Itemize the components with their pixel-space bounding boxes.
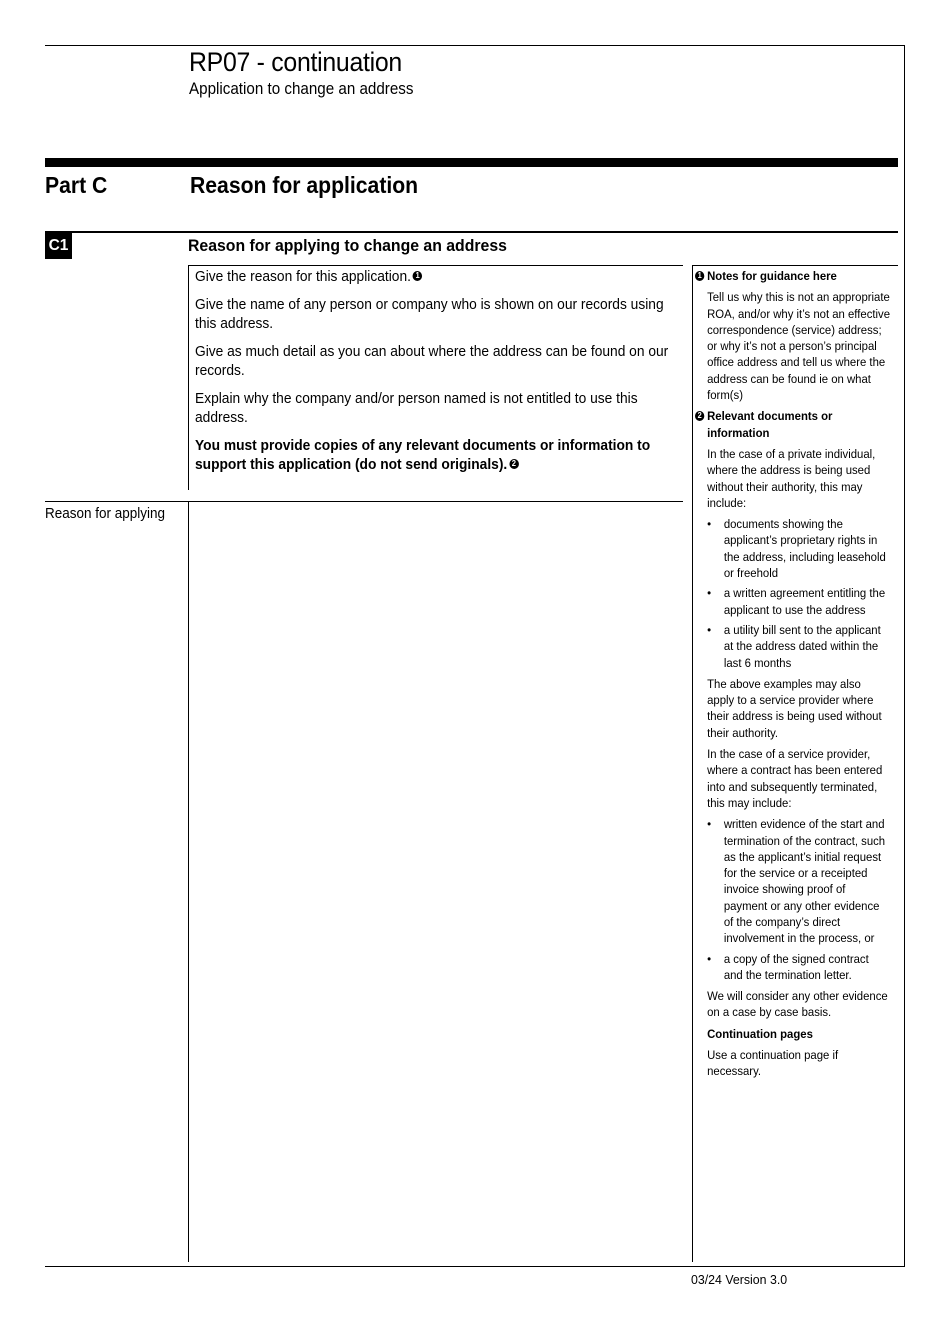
note-2-other-evidence: We will consider any other evidence on a case by case basis.: [707, 989, 888, 1020]
note-1-marker-icon: 1: [695, 271, 704, 281]
note-2-examples: The above examples may also apply to a service provider where their address is being used without their authority.: [707, 676, 882, 740]
note-2-marker-icon: 2: [695, 411, 704, 421]
reason-for-applying-textarea[interactable]: [189, 502, 689, 1260]
reason-field-label: Reason for applying: [45, 506, 165, 522]
notes-left-line: [692, 265, 693, 1262]
section-divider: [45, 231, 898, 233]
list-item: • a utility bill sent to the applicant at the address dated within the last 6 months: [707, 622, 890, 671]
list-item: • a copy of the signed contract and the termination letter.: [707, 951, 890, 984]
version-label: 03/24 Version 3.0: [691, 1272, 788, 1287]
bottom-border-line: [45, 1266, 905, 1267]
notes-top-line: [692, 265, 898, 266]
top-border-line: [45, 45, 905, 46]
list-item: • documents showing the applicant’s proprietary rights in the address, including leasehold or freehold: [707, 516, 890, 581]
instructions-left-line: [188, 265, 189, 490]
list-item: • written evidence of the start and termination of the contract, such as the applicant’s initial request for the service or a receipted invoice showing proof of payment or any other evidence of the company’s direct involvement in the process, or: [707, 816, 890, 946]
instruction-explain: Explain why the company and/or person named is not entitled to use this address.: [195, 391, 638, 426]
note-1-heading: 1 Notes for guidance here: [695, 268, 890, 284]
guidance-notes: [695, 268, 890, 1085]
note-marker-2-icon: 2: [509, 459, 519, 469]
right-border-line: [904, 45, 905, 1267]
note-2-intro: In the case of a private individual, where the address is being used without their authority, this may include:: [707, 446, 876, 510]
note-marker-1-icon: 1: [413, 271, 423, 281]
instruction-documents: You must provide copies of any relevant documents or information to support this application (do not send originals). 2: [195, 438, 651, 473]
instructions-top-line: [188, 265, 683, 266]
note-2-bullet-list: [707, 516, 890, 671]
instruction-name: Give the name of any person or company who is shown on our records using this address.: [195, 297, 664, 332]
note-2-provider-list: [707, 816, 890, 983]
continuation-body: Use a continuation page if necessary.: [707, 1048, 839, 1079]
instruction-reason: Give the reason for this application. 1: [195, 268, 670, 287]
section-badge: C1: [45, 233, 72, 259]
continuation-heading: Continuation pages: [707, 1026, 813, 1041]
instruction-detail: Give as much detail as you can about where the address can be found on our records.: [195, 344, 669, 379]
form-title: RP07 - continuation: [189, 47, 402, 77]
list-item: • a written agreement entitling the applicant to use the address: [707, 585, 890, 618]
part-label: Part C: [45, 172, 108, 198]
part-title: Reason for application: [190, 172, 419, 198]
note-2-provider-intro: In the case of a service provider, where a contract has been entered into and subsequently terminated, this may include:: [707, 747, 883, 810]
instructions-block: [195, 268, 670, 484]
part-divider-thick: [45, 158, 898, 167]
note-1-body: Tell us why this is not an appropriate ROA, and/or why it’s not an effective correspondence (service) address; or why it’s not a person’s principal office address and tell us where the address can be found ie on what form(s): [707, 290, 891, 403]
note-2-heading: 2 Relevant documents or information: [695, 408, 890, 441]
form-subtitle: Application to change an address: [189, 80, 414, 98]
section-title: Reason for applying to change an address: [188, 236, 507, 255]
